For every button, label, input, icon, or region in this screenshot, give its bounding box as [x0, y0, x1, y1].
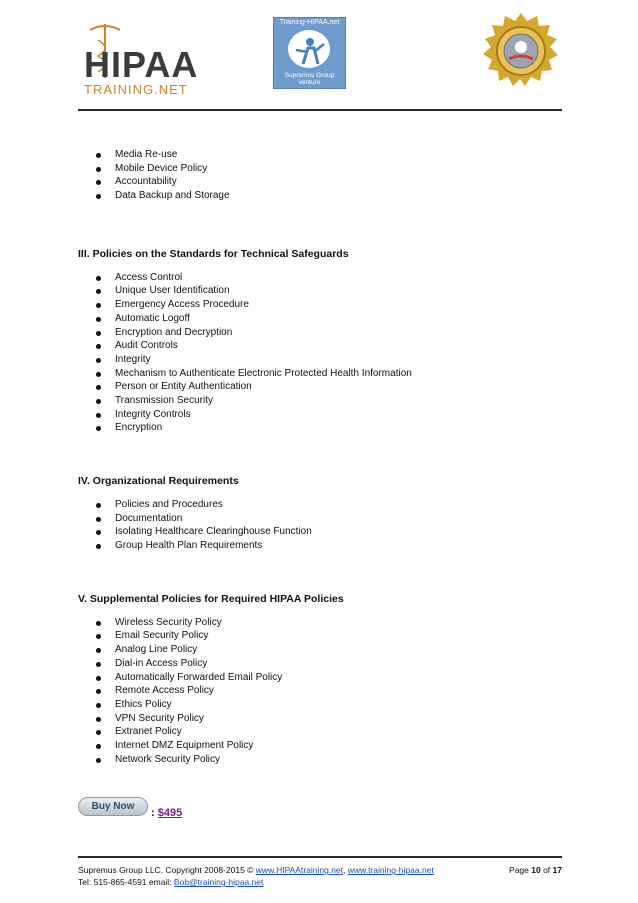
list-item-text: Accountability [115, 176, 177, 188]
bullet-icon [96, 634, 101, 639]
list-item-text: Internet DMZ Equipment Policy [115, 739, 254, 751]
list-item-text: Automatically Forwarded Email Policy [115, 671, 283, 683]
logo-wordmark: HIPAA [84, 44, 199, 85]
list-item [78, 643, 562, 657]
supplemental-policies-list [78, 616, 562, 767]
footer-copyright: Supremus Group LLC. Copyright 2008-2015 © [78, 865, 256, 875]
bullet-icon [96, 621, 101, 626]
footer-line-2 [78, 876, 562, 888]
page-footer [78, 864, 562, 888]
bullet-icon [96, 503, 101, 508]
list-item-text: Automatic Logoff [115, 312, 190, 324]
list-item-text: Policies and Procedures [115, 499, 223, 510]
page-current: 10 [531, 865, 541, 875]
page-prefix: Page [509, 865, 532, 875]
bullet-icon [96, 399, 101, 404]
list-item-text: VPN Security Policy [115, 712, 204, 724]
bullet-icon [96, 544, 101, 549]
list-item [78, 353, 562, 367]
list-item [78, 725, 562, 739]
list-item [78, 367, 562, 381]
list-item-text: Group Health Plan Requirements [115, 540, 263, 552]
list-item [78, 712, 562, 726]
list-item-text: Access Control [115, 271, 183, 283]
list-item-text: Isolating Healthcare Clearinghouse Function [115, 526, 312, 538]
bullet-icon [96, 385, 101, 390]
buy-now-button[interactable]: Buy Now [78, 797, 148, 816]
center-logo-bottom-text: Supremus Group venture [284, 72, 335, 86]
bullet-icon [96, 426, 101, 431]
footer-contact: Tel: 515-865-4591 email: [78, 877, 174, 887]
list-item [78, 284, 562, 298]
intro-bullet-list [78, 148, 562, 203]
footer-link-hipaatraining[interactable]: www.HIPAAtraining.net [255, 865, 344, 875]
bullet-icon [96, 676, 101, 681]
list-item-text: Extranet Policy [115, 726, 182, 738]
list-item [78, 162, 562, 176]
bullet-icon [96, 730, 101, 735]
list-item [78, 339, 562, 353]
center-logo-top-text: Training-HIPAA.net [279, 19, 340, 26]
list-item [78, 312, 562, 326]
list-item [78, 684, 562, 698]
bullet-icon [96, 648, 101, 653]
list-item [78, 298, 562, 312]
bullet-icon [96, 530, 101, 535]
list-item [78, 175, 562, 189]
bullet-icon [96, 358, 101, 363]
bullet-icon [96, 180, 101, 185]
list-item [78, 539, 562, 553]
bullet-icon [96, 662, 101, 667]
bullet-icon [96, 413, 101, 418]
logo-subtitle: TRAINING.NET [84, 82, 188, 97]
list-item [78, 671, 562, 685]
bullet-icon [96, 153, 101, 158]
header-divider [78, 109, 562, 111]
list-item [78, 698, 562, 712]
bullet-icon [96, 689, 101, 694]
list-item [78, 380, 562, 394]
section-heading-supplemental: V. Supplemental Policies for Required HIPAA Policies [78, 592, 344, 605]
list-item-text: Person or Entity Authentication [115, 381, 252, 393]
list-item [78, 657, 562, 671]
list-item [78, 421, 562, 435]
technical-safeguards-list [78, 271, 562, 435]
list-item-text: Transmission Security [115, 394, 213, 406]
training-hipaa-logo[interactable] [273, 17, 346, 89]
section-heading-organizational: IV. Organizational Requirements [78, 475, 239, 487]
list-item-text: Ethics Policy [115, 698, 172, 710]
bullet-icon [96, 289, 101, 294]
bullet-icon [96, 758, 101, 763]
bullet-icon [96, 372, 101, 377]
bullet-icon [96, 276, 101, 281]
bullet-icon [96, 703, 101, 708]
list-item [78, 271, 562, 285]
bullet-icon [96, 303, 101, 308]
list-item [78, 189, 562, 203]
list-item [78, 148, 562, 162]
list-item-text: Remote Access Policy [115, 685, 214, 697]
list-item-text: Mechanism to Authenticate Electronic Protected Health Information [115, 367, 412, 379]
list-item-text: Wireless Security Policy [115, 616, 222, 628]
hipaa-training-logo[interactable] [80, 20, 199, 100]
list-item-text: Emergency Access Procedure [115, 299, 249, 311]
footer-email-link[interactable]: Bob@training-hipaa.net [173, 877, 264, 887]
list-item [78, 326, 562, 340]
list-item [78, 408, 562, 422]
speech-bubble-icon [288, 30, 330, 68]
list-item-text: Media Re-use [115, 149, 178, 160]
list-item-text: Data Backup and Storage [115, 190, 230, 202]
list-item-text: Mobile Device Policy [115, 162, 208, 174]
price-line [151, 807, 182, 819]
list-item-text: Network Security Policy [115, 753, 221, 765]
list-item-text: Documentation [115, 512, 183, 524]
list-item [78, 616, 562, 630]
list-item-text: Integrity [115, 353, 151, 365]
bullet-icon [96, 331, 101, 336]
list-item [78, 629, 562, 643]
list-item-text: Email Security Policy [115, 630, 209, 642]
list-item [78, 498, 562, 512]
list-item-text: Dial-in Access Policy [115, 657, 208, 669]
list-item [78, 753, 562, 767]
footer-line-1 [78, 864, 562, 876]
section-heading-technical-safeguards: III. Policies on the Standards for Technical Safeguards [78, 247, 349, 260]
price-separator: : [151, 807, 155, 819]
bullet-icon [96, 744, 101, 749]
list-item-text: Unique User Identification [115, 285, 230, 297]
footer-comma: , [343, 865, 348, 875]
page-number [509, 864, 562, 876]
list-item-text: Analog Line Policy [115, 644, 198, 656]
price-link[interactable]: $495 [157, 807, 183, 819]
footer-link-training-hipaa[interactable]: www.training-hipaa.net [347, 865, 434, 875]
footer-divider [78, 856, 562, 858]
bullet-icon [96, 317, 101, 322]
list-item-text: Encryption and Decryption [115, 326, 233, 338]
list-item-text: Audit Controls [115, 340, 178, 352]
bullet-icon [96, 167, 101, 172]
page-total: 17 [552, 865, 562, 875]
bullet-icon [96, 517, 101, 522]
bullet-icon [96, 344, 101, 349]
list-item-text: Integrity Controls [115, 408, 191, 420]
organizational-requirements-list [78, 498, 562, 553]
gold-seal-icon [481, 13, 561, 93]
document-body [78, 148, 562, 766]
list-item-text: Encryption [115, 422, 163, 434]
list-item [78, 512, 562, 526]
list-item [78, 394, 562, 408]
list-item [78, 525, 562, 539]
page-of: of [540, 865, 553, 875]
bullet-icon [96, 717, 101, 722]
bullet-icon [96, 194, 101, 199]
list-item [78, 739, 562, 753]
page-header [0, 0, 638, 112]
